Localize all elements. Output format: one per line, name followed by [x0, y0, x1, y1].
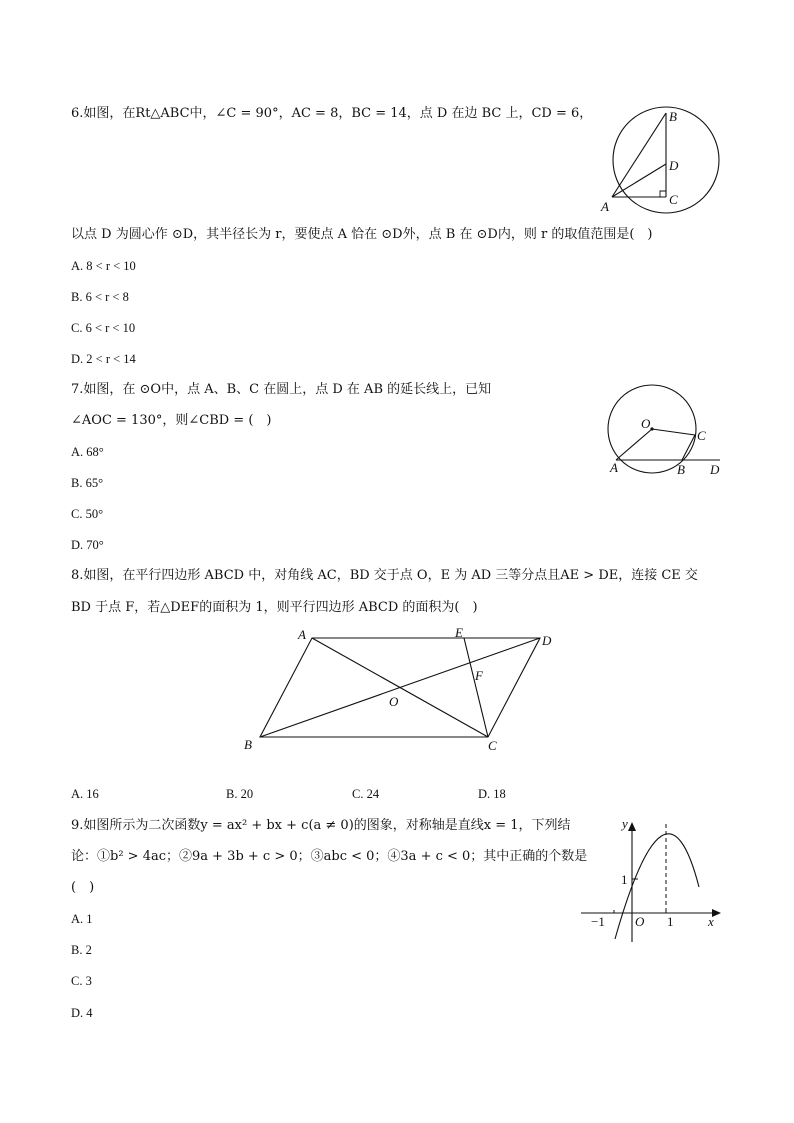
q7-segment-oc	[652, 429, 695, 435]
q9-label-neg-one: −1	[591, 914, 605, 929]
q7-option-d[interactable]: D. 70°	[71, 538, 104, 552]
q8-option-c[interactable]: C. 24	[352, 787, 380, 801]
q6-label-d: D	[669, 158, 679, 173]
q6-label-c: C	[669, 192, 678, 207]
q6-label-a: A	[601, 199, 609, 214]
q7-segment-oa	[616, 429, 652, 460]
q9-label-origin: O	[635, 914, 645, 929]
q6-option-b[interactable]: B. 6 < r < 8	[71, 290, 129, 304]
q9-option-c[interactable]: C. 3	[71, 974, 92, 988]
q7-segment-cb	[682, 435, 695, 460]
q8-stem-line1: 8.如图，在平行四边形 ABCD 中，对角线 AC，BD 交于点 O，E 为 AD 三等分点且AE > DE，连接 CE 交	[71, 568, 698, 583]
q9-figure	[575, 812, 725, 944]
q9-option-b[interactable]: B. 2	[71, 943, 92, 957]
q7-figure	[600, 380, 730, 480]
q6-option-d[interactable]: D. 2 < r < 14	[71, 352, 136, 366]
q8-option-d[interactable]: D. 18	[478, 787, 506, 801]
q9-parabola	[615, 834, 699, 939]
q6-stem-line1: 6.如图，在Rt△ABC中，∠C = 90°，AC = 8，BC = 14，点 D 在边 BC 上，CD = 6，	[71, 106, 593, 121]
q9-label-one-x: 1	[667, 914, 674, 929]
q8-label-f: F	[475, 668, 483, 683]
q8-option-a[interactable]: A. 16	[71, 787, 99, 801]
q6-figure	[600, 104, 725, 214]
q7-label-a: A	[610, 460, 618, 475]
q8-option-b[interactable]: B. 20	[226, 787, 254, 801]
q7-stem-line2: ∠AOC = 130°，则∠CBD = ( )	[71, 413, 272, 428]
q7-label-d: D	[710, 462, 720, 477]
q7-option-a[interactable]: A. 68°	[71, 445, 104, 459]
q9-stem-line1: 9.如图所示为二次函数y = ax² + bx + c(a ≠ 0)的图象，对称轴是直线x = 1，下列结	[71, 818, 571, 833]
q9-option-d[interactable]: D. 4	[71, 1006, 93, 1020]
q7-label-b: B	[677, 462, 685, 477]
q9-y-axis-arrow	[628, 822, 636, 831]
q8-label-e: E	[455, 625, 463, 640]
q8-segment-ce	[464, 638, 488, 737]
q9-option-a[interactable]: A. 1	[71, 912, 93, 926]
q8-figure	[235, 620, 565, 760]
q8-stem-line2: BD 于点 F，若△DEF的面积为 1，则平行四边形 ABCD 的面积为( )	[71, 600, 478, 615]
q9-label-x: x	[708, 914, 714, 929]
q7-stem-line1: 7.如图，在 ⊙O中，点 A、B、C 在圆上，点 D 在 AB 的延长线上，已知	[71, 382, 492, 397]
q8-label-c: C	[488, 738, 497, 753]
q8-label-a: A	[298, 627, 306, 642]
q6-right-angle-mark	[660, 191, 666, 197]
q6-segment-ad	[612, 164, 666, 197]
q9-stem-line2: 论：①b² > 4ac；②9a + 3b + c > 0；③abc < 0；④3a + c < 0；其中正确的个数是	[71, 849, 588, 864]
q6-option-a[interactable]: A. 8 < r < 10	[71, 259, 136, 273]
q9-label-one-y: 1	[621, 872, 628, 887]
q7-center-point	[650, 427, 653, 430]
q7-label-c: C	[697, 428, 706, 443]
q8-label-b: B	[244, 737, 252, 752]
q8-label-o: O	[389, 694, 399, 709]
q7-option-c[interactable]: C. 50°	[71, 507, 104, 521]
q9-label-y: y	[622, 816, 628, 831]
q6-stem-line2: 以点 D 为圆心作 ⊙D，其半径长为 r，要使点 A 恰在 ⊙D外，点 B 在 ⊙D内，则 r 的取值范围是( )	[71, 227, 653, 242]
q9-stem-line3: ( )	[71, 880, 95, 895]
q6-label-b: B	[669, 109, 677, 124]
q8-diagonal-bd	[260, 638, 540, 737]
q6-option-c[interactable]: C. 6 < r < 10	[71, 321, 136, 335]
q7-label-o: O	[641, 416, 651, 431]
q7-option-b[interactable]: B. 65°	[71, 476, 104, 490]
q8-label-d: D	[542, 633, 552, 648]
q6-segment-ab	[612, 113, 666, 197]
